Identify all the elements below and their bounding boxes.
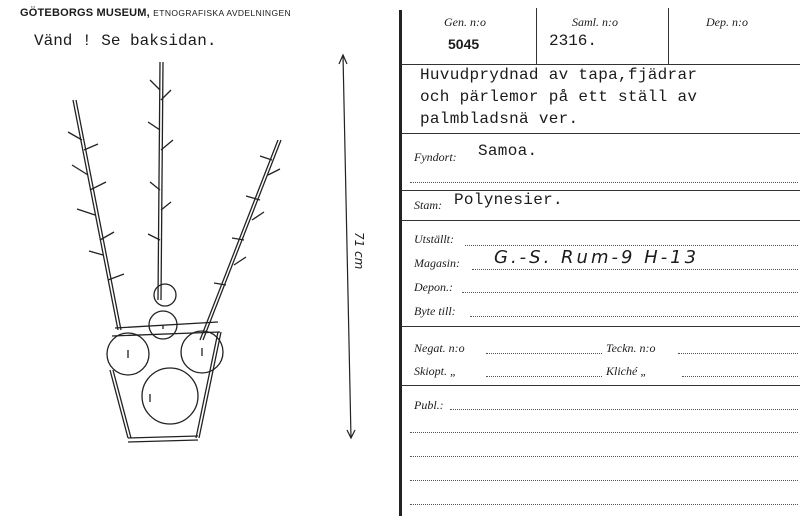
byte-dotted-line xyxy=(470,316,798,317)
kliche-dotted-line xyxy=(682,376,798,377)
publ-dotted-line-1 xyxy=(450,409,798,410)
object-drawing xyxy=(0,48,395,516)
negat-dotted-line xyxy=(486,353,602,354)
teckn-label: Teckn. n:o xyxy=(606,341,656,355)
gen-value: 5045 xyxy=(448,36,480,52)
fyndort-label: Fyndort: xyxy=(414,150,457,164)
description-line-1: Huvudprydnad av tapa,fjädrar xyxy=(420,66,698,84)
saml-label: Saml. n:o xyxy=(572,15,618,29)
gen-label: Gen. n:o xyxy=(444,15,486,29)
department-name: ETNOGRAFISKA AVDELNINGEN xyxy=(153,8,292,18)
byte-label: Byte till: xyxy=(414,304,456,318)
magasin-label: Magasin: xyxy=(414,256,460,270)
stam-value: Polynesier. xyxy=(454,191,563,209)
kliche-label: Kliché „ xyxy=(606,364,647,378)
card-divider xyxy=(399,10,402,516)
description-rule xyxy=(401,133,800,134)
dep-label: Dep. n:o xyxy=(706,15,748,29)
header-rule xyxy=(401,64,800,65)
header-separator-2 xyxy=(668,8,669,64)
depon-label: Depon.: xyxy=(414,280,453,294)
location-rule xyxy=(401,326,800,327)
publ-dotted-line-4 xyxy=(410,480,798,481)
publ-dotted-line-5 xyxy=(410,504,798,505)
turn-note: Vänd ! Se baksidan. xyxy=(34,32,217,50)
skiopt-label: Skiopt. „ xyxy=(414,364,457,378)
description-line-3: palmbladsnä ver. xyxy=(420,110,579,128)
magasin-dotted-line xyxy=(472,269,798,270)
dimension-note: 71 cm xyxy=(352,232,366,270)
header-separator-1 xyxy=(536,8,537,64)
images-rule xyxy=(401,385,800,386)
saml-value: 2316. xyxy=(549,32,598,50)
publ-label: Publ.: xyxy=(414,398,444,412)
magasin-value: G.-S. Rum-9 H-13 xyxy=(494,247,700,268)
museum-name: GÖTEBORGS MUSEUM, xyxy=(20,7,150,19)
description-line-2: och pärlemor på ett ställ av xyxy=(420,88,698,106)
publ-dotted-line-2 xyxy=(410,432,798,433)
utstallt-label: Utställt: xyxy=(414,232,455,246)
fyndort-value: Samoa. xyxy=(478,142,538,160)
stam-label: Stam: xyxy=(414,198,442,212)
skiopt-dotted-line xyxy=(486,376,602,377)
negat-label: Negat. n:o xyxy=(414,341,465,355)
museum-heading xyxy=(20,7,291,19)
publ-dotted-line-3 xyxy=(410,456,798,457)
stam-rule xyxy=(401,220,800,221)
depon-dotted-line xyxy=(462,292,798,293)
fyndort-dotted-line xyxy=(410,182,798,183)
teckn-dotted-line xyxy=(678,353,798,354)
utstallt-dotted-line xyxy=(465,245,798,246)
